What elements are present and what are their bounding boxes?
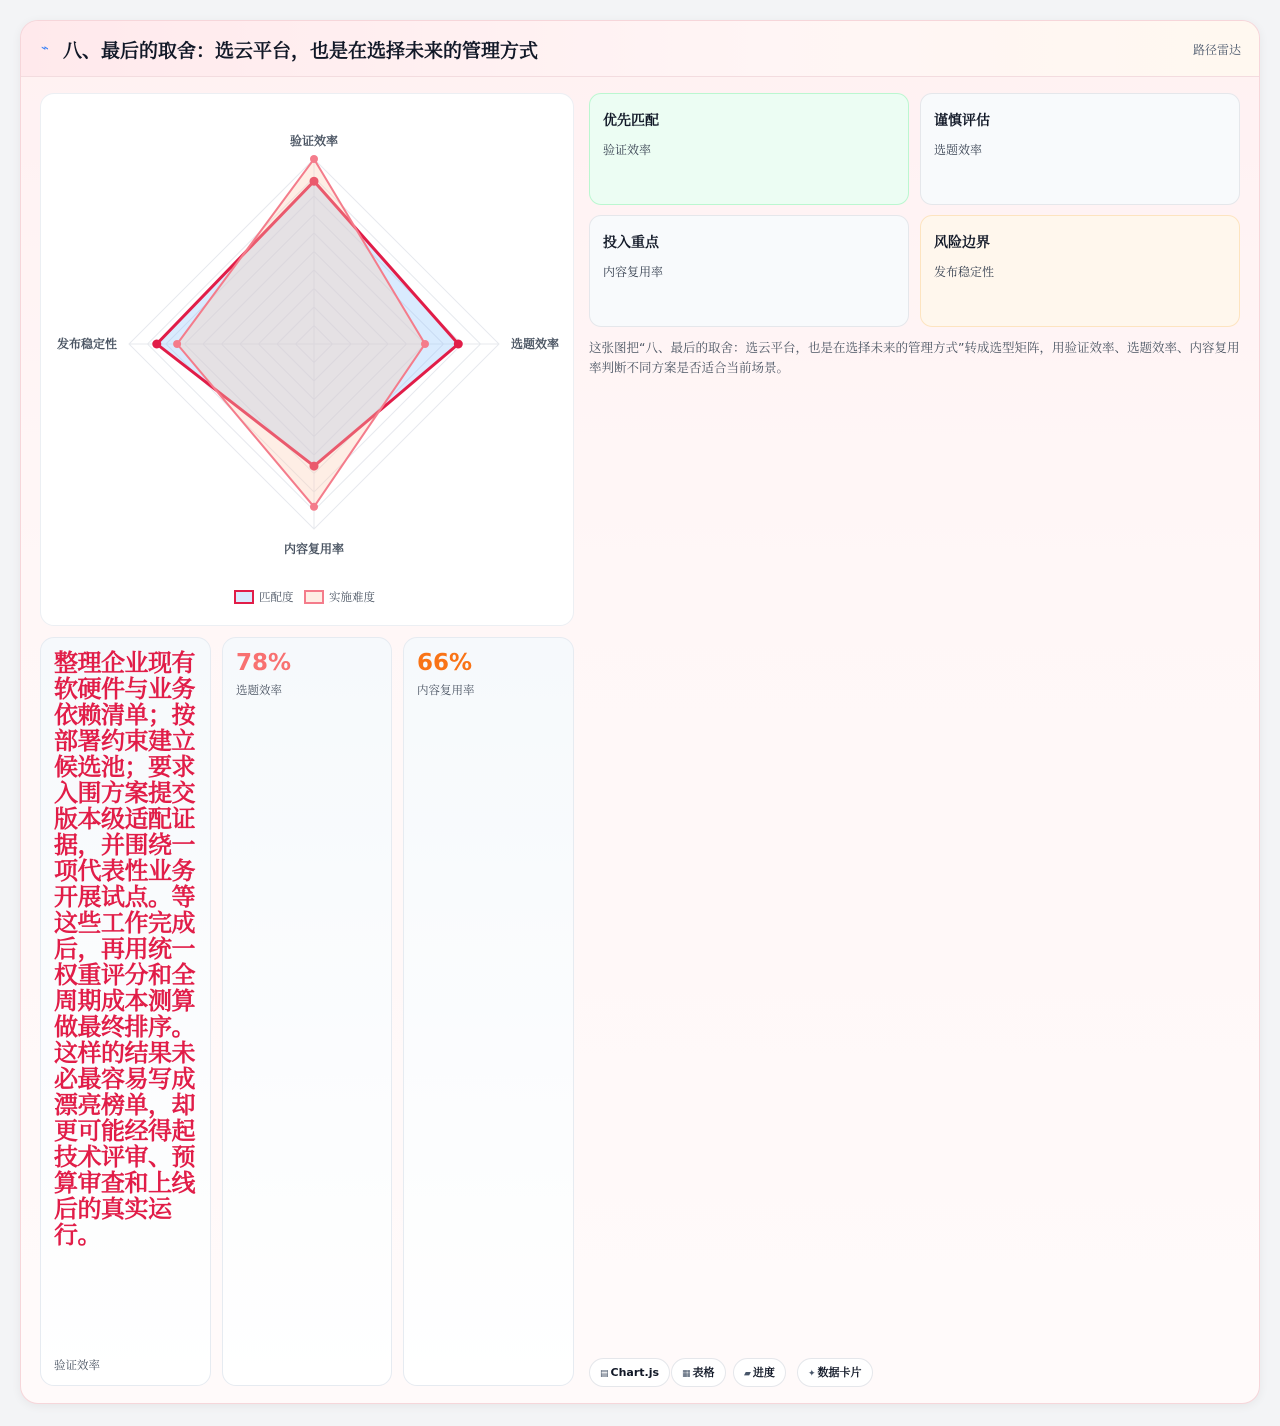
chip-label: 数据卡片	[817, 1366, 862, 1379]
main-card	[20, 20, 1260, 1404]
card-priority-match	[589, 93, 909, 205]
card-investment-focus	[589, 215, 909, 327]
radar-point	[310, 155, 318, 163]
card-sub: 发布稳定性	[934, 265, 995, 279]
radar-point	[454, 340, 463, 349]
radar-axis-label: 选题效率	[511, 337, 560, 351]
card-careful-eval	[920, 93, 1240, 205]
stat-label: 验证效率	[54, 1358, 100, 1372]
stat-card-text	[40, 637, 211, 1386]
chip-label: 进度	[752, 1366, 775, 1379]
radar-chart-panel	[40, 93, 574, 626]
card-title: 优先匹配	[603, 113, 659, 129]
stat-value: 78%	[236, 650, 292, 676]
radar-axis-label: 验证效率	[289, 134, 339, 148]
radar-axis-label: 发布稳定性	[56, 337, 117, 351]
radar-point	[152, 340, 161, 349]
chart-description: 这张图把“八、最后的取舍：选云平台，也是在选择未来的管理方式”转成选型矩阵，用验证效率、选题效率、内容复用率判断不同方案是否适合当前场景。	[589, 340, 1240, 375]
table-icon: ▦	[682, 1369, 691, 1379]
progress-icon: ▰	[744, 1369, 751, 1379]
stat-big-text: 整理企业现有软硬件与业务依赖清单；按部署约束建立候选池；要求入围方案提交版本级适配证据，并围绕一项代表性业务开展试点。等这些工作完成后，再用统一权重评分和全周期成本测算做最终排序。这样的结果未必最容易写成漂亮榜单，却更可能经得起技术评审、预算审查和上线后的真实运行。	[54, 649, 195, 1249]
header	[21, 21, 1260, 77]
radar-point	[421, 340, 429, 348]
legend-label: 匹配度	[259, 590, 294, 604]
sparkline-icon: ⌁	[41, 41, 49, 56]
sparkle-icon: ✦	[808, 1369, 816, 1379]
stat-label: 选题效率	[236, 683, 282, 697]
card-sub: 选题效率	[934, 143, 983, 157]
radar-point	[173, 340, 181, 348]
stat-card-reuse	[403, 637, 574, 1386]
header-tag: 路径雷达	[1192, 43, 1241, 57]
radar-point	[310, 503, 318, 511]
stat-card-selection	[222, 637, 392, 1386]
legend-label: 实施难度	[329, 590, 375, 604]
chip-table[interactable]	[671, 1358, 726, 1387]
stat-label: 内容复用率	[417, 683, 475, 697]
card-title: 投入重点	[603, 235, 659, 251]
legend-swatch	[235, 591, 253, 603]
card-sub: 验证效率	[603, 143, 652, 157]
chart-icon: ▤	[600, 1369, 609, 1379]
card-title: 风险边界	[934, 235, 990, 251]
card-title: 谨慎评估	[934, 113, 990, 129]
chip-label: Chart.js	[610, 1366, 660, 1379]
card-risk-boundary	[920, 215, 1240, 327]
card-sub: 内容复用率	[603, 265, 664, 279]
radar-axis-label: 内容复用率	[283, 542, 345, 556]
stat-value: 66%	[417, 650, 473, 676]
chip-label: 表格	[692, 1366, 715, 1379]
chip-chartjs[interactable]	[589, 1358, 670, 1387]
page-title: 八、最后的取舍：选云平台，也是在选择未来的管理方式	[63, 40, 539, 62]
chip-data-card[interactable]	[797, 1358, 873, 1387]
legend-swatch	[305, 591, 323, 603]
radar-chart	[41, 94, 575, 627]
chip-progress[interactable]	[733, 1358, 786, 1387]
